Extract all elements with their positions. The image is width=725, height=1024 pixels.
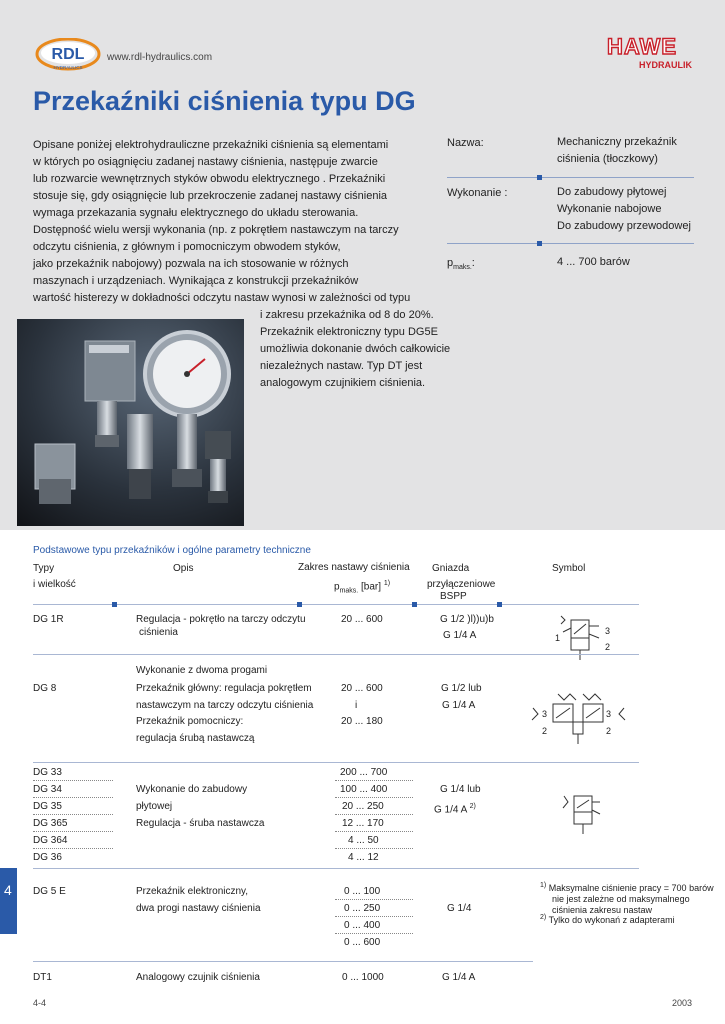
spec-pmax-p: p [447,257,454,269]
footnote-1-line [540,880,720,894]
header-rule-marker [497,602,502,607]
port-2-label: 2 [542,726,548,736]
port-3-label: 3 [542,709,548,719]
row-dg33-type: DG 33 [33,767,62,778]
row-dg365-type: DG 365 [33,818,68,829]
rdl-logo-text: RDL [51,46,85,63]
intro-line: Opisane poniżej elektrohydrauliczne przekaźniki ciśnienia są elementami [33,139,389,151]
intro-line: jako przekaźnik nabojowy) pozwala na ich stosowanie w różnych [33,258,349,270]
col-header-desc: Opis [173,563,194,574]
footnote-2 [540,912,720,926]
footnote-1 [540,880,720,916]
row-dg1r-range: 20 ... 600 [341,614,383,625]
row-divider [33,868,639,869]
port-3-label: 3 [605,626,611,636]
spec-pmax-colon: : [471,257,475,269]
row-dg5e-range-1: 0 ... 100 [344,886,381,897]
row-dg5e-range-4: 0 ... 600 [344,937,381,948]
row-dt1-desc: Analogowy czujnik ciśnienia [136,972,260,983]
header-rule-marker [112,602,117,607]
row-dg35-type: DG 35 [33,801,62,812]
spec-exec-value [557,184,717,235]
row-dg36-type: DG 36 [33,852,62,863]
row-dg36-range: 4 ... 12 [348,852,379,863]
row-dg3x-socket: G 1/4 lub [440,784,481,795]
spec-divider-marker [537,175,542,180]
row-dg8-desc-3: Przekaźnik pomocniczy: [136,716,244,727]
row-dg365-range: 12 ... 170 [342,818,384,829]
row-dg8-desc-4: regulacja śrubą nastawczą [136,733,255,744]
row-dt1-range: 0 ... 1000 [342,972,384,983]
row-dotted-rule [335,848,413,849]
row-dotted-rule [335,916,413,917]
row-dotted-rule [33,780,113,781]
range-sub: maks. [339,587,359,595]
row-dg5e-socket: G 1/4 [447,903,472,914]
product-photo [17,319,244,526]
col-header-types: Typy [33,563,55,574]
spec-exec-label: Wykonanie : [447,187,508,199]
page-number: 4-4 [33,998,47,1008]
row-dg8-range-2: 20 ... 180 [341,716,383,727]
row-dg8-range-1: 20 ... 600 [341,683,383,694]
row-dotted-rule [335,899,413,900]
row-dg8-desc-2: nastawczym na tarczy odczytu ciśnienia [136,700,314,711]
spec-name-label: Nazwa: [447,137,484,149]
row-dg3x-socket-note: 2) [469,803,476,810]
port-2-label: 2 [606,726,612,736]
port-1-label: 1 [555,633,561,643]
row-dg35-range: 20 ... 250 [342,801,384,812]
intro-line: lub rozwarcie wewnętrznych styków obwodu elektrycznego . Przekaźniki [33,173,386,185]
row-dg5e-range-2: 0 ... 250 [344,903,381,914]
spec-exec-value-line: Wykonanie nabojowe [557,203,662,215]
spec-pmax-value: 4 ... 700 barów [557,256,630,268]
row-dg1r-desc-2: ciśnienia [139,627,178,638]
intro-line: i zakresu przekaźnika od 8 do 20%. [260,309,434,321]
dual-pressure-switch-symbol [528,690,633,750]
row-dotted-rule [335,831,413,832]
range-p: p [334,581,340,593]
col-header-socket-2: przyłączeniowe [427,579,496,590]
col-header-range: Zakres nastawy ciśnienia [298,562,410,573]
port-2-label: 2 [605,642,611,652]
row-dg1r-socket-2: G 1/4 A [443,630,477,641]
plate-pressure-switch-symbol [560,792,610,836]
spec-name-value [557,134,717,168]
header-rule-marker [412,602,417,607]
col-header-types-size: i wielkość [33,579,76,590]
row-dotted-rule [33,814,113,815]
intro-line: umożliwia dokonanie dwóch całkowicie [260,343,451,355]
row-dg8-socket: G 1/2 lub [441,683,482,694]
footnote-2-mark: 2) [540,914,547,921]
col-header-range-unit [334,580,390,594]
intro-line: stosuje się, gdy osiągnięcie lub przekroczenie zadanej nastawy ciśnienia [33,190,388,202]
intro-line: Dostępność wielu wersji wykonania (np. z pokrętłem nastawczym na tarczy [33,224,399,236]
row-dg5e-range-3: 0 ... 400 [344,920,381,931]
row-dg3x-socket-2 [434,801,476,816]
range-note: 1) [383,580,391,587]
col-header-socket: Gniazda [432,563,470,574]
row-dg8-desc-0: Wykonanie z dwoma progami [136,665,268,676]
row-divider [33,961,533,962]
spec-exec-value-line: Do zabudowy płytowej [557,186,667,198]
spec-pmax-sub: maks. [453,264,472,272]
row-dg8-range-and: i [355,700,358,711]
page-title: Przekaźniki ciśnienia typu DG [33,86,416,116]
row-dg364-range: 4 ... 50 [348,835,379,846]
row-dotted-rule [33,797,113,798]
intro-line: wymaga przekazania sygnału elektrycznego do układu sterowania. [33,207,359,219]
row-dg3x-desc-1: Wykonanie do zabudowy [136,784,248,795]
row-dg1r-socket: G 1/2 )l))u)b [440,614,494,625]
row-dg364-type: DG 364 [33,835,68,846]
row-dotted-rule [335,933,413,934]
intro-line: maszynach i urządzeniach. Wynikająca z konstrukcji przekaźników [33,275,359,287]
spec-divider [447,177,694,178]
hawe-logo-subtext: HYDRAULIK [639,60,692,70]
chapter-tab[interactable] [0,868,17,934]
row-dg8-type: DG 8 [33,683,57,694]
intro-line: Przekaźnik elektroniczny typu DG5E [260,326,438,338]
intro-line: wartość histerezy w dokładności odczytu nastaw wynosi w zależności od typu [33,292,411,304]
row-dg33-range: 200 ... 700 [340,767,388,778]
intro-line: niezależnych nastaw. Typ DT jest [260,360,423,372]
intro-line: w których po osiągnięciu zadanej nastawy ciśnienia, następuje zwarcie [33,156,378,168]
row-dg1r-desc: Regulacja - pokrętło na tarczy odczytu [136,614,306,625]
website-url[interactable]: www.rdl-hydraulics.com [107,52,213,63]
row-dg3x-desc-3: Regulacja - śruba nastawcza [136,818,265,829]
row-dotted-rule [335,814,413,815]
footnote-1-text: Maksymalne ciśnienie pracy = 700 barów [548,883,714,893]
row-dotted-rule [33,848,113,849]
table-title: Podstawowe typu przekaźników i ogólne parametry techniczne [33,545,311,556]
rdl-logo-subtext: HYDRAULICS [53,65,83,70]
row-dotted-rule [33,831,113,832]
row-dg3x-desc-2: płytowej [136,801,173,812]
pressure-switch-symbol [553,614,623,664]
row-dt1-type: DT1 [33,972,52,983]
row-dg34-range: 100 ... 400 [340,784,388,795]
row-dg8-desc-1: Przekaźnik główny: regulacja pokrętłem [136,683,312,694]
row-dg34-type: DG 34 [33,784,62,795]
rdl-logo[interactable] [35,38,101,72]
footnote-1-mark: 1) [540,882,547,889]
intro-paragraph [33,137,413,307]
chapter-tab-number: 4 [4,882,12,898]
row-dotted-rule [335,797,413,798]
row-dg8-socket-2: G 1/4 A [442,700,476,711]
spec-exec-value-line: Do zabudowy przewodowej [557,220,691,232]
intro-continuation [260,307,460,392]
port-3-label: 3 [606,709,612,719]
row-dg5e-type: DG 5 E [33,886,66,897]
footnote-2-text: Tylko do wykonań z adapterami [548,915,675,925]
row-dg5e-desc-2: dwa progi nastawy ciśnienia [136,903,261,914]
col-header-symbol: Symbol [552,563,586,574]
row-divider [33,762,639,763]
hawe-logo-text: HAWE [607,34,677,59]
intro-line: analogowym czujnikiem ciśnienia. [260,377,426,389]
row-dotted-rule [335,780,413,781]
footnote-1-line: ciśnienia zakresu nastaw [552,905,653,915]
intro-line: odczytu ciśnienia, z głównym i pomocniczym obwodem styków, [33,241,341,253]
header-rule [33,604,639,605]
range-unit: [bar] [361,581,382,593]
hawe-logo[interactable] [588,34,696,74]
row-dg3x-socket-2-text: G 1/4 A [434,804,467,816]
footer-year: 2003 [672,998,693,1008]
row-dt1-socket: G 1/4 A [442,972,476,983]
row-dg1r-type: DG 1R [33,614,64,625]
row-divider [33,654,639,655]
spec-divider [447,243,694,244]
spec-name-value-line: Mechaniczny przekaźnik [557,136,677,148]
col-header-socket-3: BSPP [440,591,467,602]
header-rule-marker [297,602,302,607]
footnote-1-line: nie jest zależne od maksymalnego [552,894,690,904]
spec-divider-marker [537,241,542,246]
spec-pmax-label [447,257,475,271]
spec-name-value-line: ciśnienia (tłoczkowy) [557,153,658,165]
row-dg5e-desc-1: Przekaźnik elektroniczny, [136,886,249,897]
